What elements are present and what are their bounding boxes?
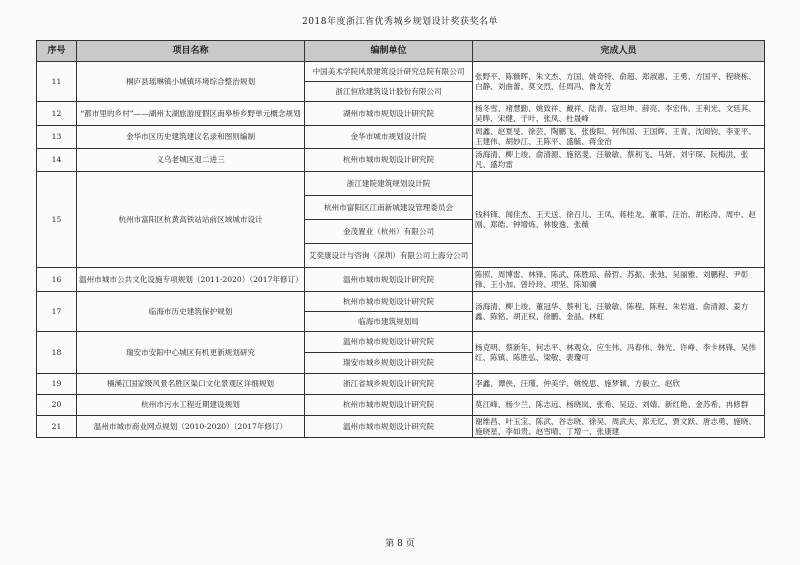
table-row: [37, 102, 765, 126]
row-number: 18: [37, 332, 77, 374]
header-unit: 编制单位: [305, 41, 473, 62]
table-row: [37, 62, 765, 82]
organizing-unit: 杭州市城市规划设计研究院: [305, 395, 473, 416]
organizing-unit: 温州市城市规划设计研究院: [305, 416, 473, 438]
project-name: 桐庐县瑶琳镇小城镇环境综合整治规划: [77, 62, 305, 102]
organizing-unit: 临海市建筑规划局: [305, 312, 473, 332]
organizing-unit: 金华市城市规划设计院: [305, 126, 473, 149]
row-number: 21: [37, 416, 77, 438]
project-name: 温州市城市商业网点规划（2010-2020）（2017年修订）: [77, 416, 305, 438]
table-row: [37, 149, 765, 172]
row-number: 20: [37, 395, 77, 416]
table-row: [37, 416, 765, 438]
table-row: [37, 126, 765, 149]
row-number: 12: [37, 102, 77, 126]
organizing-unit: 杭州市富阳区江南新城建设管理委员会: [305, 196, 473, 220]
header-members: 完成人员: [473, 41, 765, 62]
organizing-unit: 温州市城市规划设计研究院: [305, 268, 473, 292]
project-name: 金华市区历史建筑建议名录和图则编制: [77, 126, 305, 149]
table-row: [37, 268, 765, 292]
project-name: 温州市城市公共文化设施专项规划（2011-2020）（2017年修订）: [77, 268, 305, 292]
project-name: 楠溪江国家级风景名胜区渠口文化景观区详细规划: [77, 374, 305, 395]
organizing-unit: 艾奕康设计与咨询（深圳）有限公司上海分公司: [305, 244, 473, 268]
team-members: 谢维昌、叶玉宝、陈武、谷志晓、徐吴、周武夫、郑无忆、贾文跃、唐志勇、施晓、施晓星、李如贵、赵雪晴、丁增一、张康建: [473, 416, 765, 438]
team-members: 汤海清、柳上竣、董冠华、蔡利飞、汪敏敏、陈程、陈程、朱岩道、俞清源、姜方鑫、陈铭、胡正权、徐鹏、金晶、林虹: [473, 292, 765, 332]
team-members: 李鑫、谭侠、汪瑾、仲美学、姚悦思、施梦颖、方毅立、赵欣: [473, 374, 765, 395]
team-members: 汤海清、柳上竣、俞清源、施铭斐、汪敏敏、蔡利飞、马妍、刘宇琛、阮梅洪、张凡、盛均雷: [473, 149, 765, 172]
table-row: [37, 332, 765, 353]
row-number: 13: [37, 126, 77, 149]
row-number: 16: [37, 268, 77, 292]
row-number: 14: [37, 149, 77, 172]
team-members: 陈照、周博雷、林锋、陈武、陈胜琼、薛哲、苏振、张弛、吴丽雅、刘鹏程、尹彰锋、王小加、曾玲玲、项坚、陈知骥: [473, 268, 765, 292]
organizing-unit: 中国美术学院风景建筑设计研究总院有限公司: [305, 62, 473, 82]
page-title: 2018年度浙江省优秀城乡规划设计奖获奖名单: [302, 17, 498, 27]
row-number: 19: [37, 374, 77, 395]
organizing-unit: 浙江恒欣建筑设计股份有限公司: [305, 82, 473, 102]
team-members: 杨冬雪、褚慧勤、姚致祥、戴祥、陆青、寇坦坤、薛亮、李宏伟、王利光、文廷其、吴晔、宋健、于叶、张凤、杜晟峰: [473, 102, 765, 126]
organizing-unit: 瑞安市城乡规划设计研究院: [305, 353, 473, 374]
organizing-unit: 金茂置业（杭州）有限公司: [305, 220, 473, 244]
organizing-unit: 浙江省城乡规划设计研究院: [305, 374, 473, 395]
award-table: [36, 40, 765, 438]
team-members: 莫江峰、杨少兰、陈志远、杨晓岚、张希、吴迈、刘婧、新红艳、金苏希、冉修群: [473, 395, 765, 416]
project-name: 义乌老城区退二进三: [77, 149, 305, 172]
project-name: “都市里的乡村”——湖州太湖旅游度假区南皋桥乡野单元概念规划: [77, 102, 305, 126]
table-row: [37, 395, 765, 416]
organizing-unit: 浙江建院建筑规划设计院: [305, 172, 473, 196]
organizing-unit: 杭州市城市规划设计研究院: [305, 149, 473, 172]
row-number: 17: [37, 292, 77, 332]
team-members: 杨克明、蔡新年、何志平、林观众、应生伟、冯春伟、韩光、许峥、李卡林锋、吴伟红、陈镇、陈胜弘、梁敬、裴瓊可: [473, 332, 765, 374]
team-members: 张野平、陈薇晖、朱文杰、方国、姚奇特、俞超、郑淑惠、王勇、方国平、程晓栋、白静、刘曲蕾、莫文烈、任周冯、鲁友芳: [473, 62, 765, 102]
row-number: 11: [37, 62, 77, 102]
project-name: 杭州市富阳区杭黄高铁站站前区域城市设计: [77, 172, 305, 268]
project-name: 杭州市污水工程近期建设规划: [77, 395, 305, 416]
organizing-unit: 温州市城市规划设计研究院: [305, 332, 473, 353]
team-members: 钱科锋、闻佳杰、王天送、徐召儿、王凤、蒋桂龙、董霏、汪治、胡松涛、周中、赵刚、郑皓、钟增炼、林俊逸、张薇: [473, 172, 765, 268]
table-header-row: [37, 41, 765, 62]
project-name: 临海市历史建筑保护规划: [77, 292, 305, 332]
header-no: 序号: [37, 41, 77, 62]
table-row: [37, 172, 765, 196]
row-number: 15: [37, 172, 77, 268]
organizing-unit: 杭州市城市规划设计研究院: [305, 292, 473, 312]
page-number: 第 8 页: [385, 539, 415, 549]
table-row: [37, 292, 765, 312]
project-name: 瑞安市安阳中心城区有机更新规划研究: [77, 332, 305, 374]
team-members: 周鑫、赵夏旻、徐芸、陶鹏飞、张俊阳、何伟国、王国辉、王青、沈阅钧、李亚平、王建伟、胡妙江、王陈平、盛毓、蒋金治: [473, 126, 765, 149]
header-project: 项目名称: [77, 41, 305, 62]
organizing-unit: 湖州市城市规划设计研究院: [305, 102, 473, 126]
table-row: [37, 374, 765, 395]
